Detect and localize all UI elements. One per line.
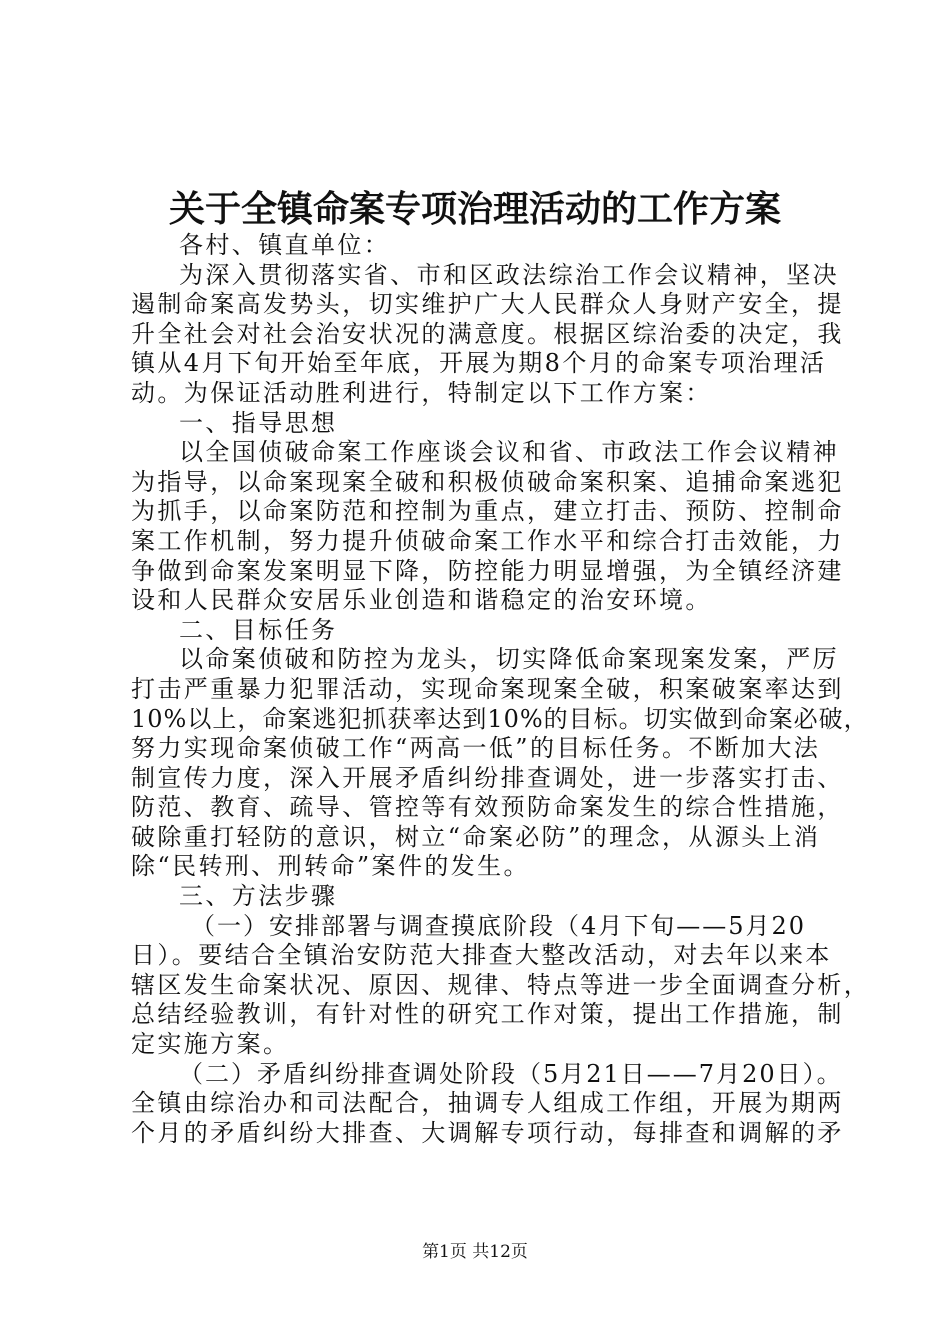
paragraph-line: 破除重打轻防的意识，树立“命案必防”的理念，从源头上消 <box>131 822 821 851</box>
paragraph-line: 升全社会对社会治安状况的满意度。根据区综治委的决定，我 <box>131 319 844 348</box>
paragraph-line: 动。为保证活动胜利进行，特制定以下工作方案： <box>131 378 712 407</box>
paragraph-line: 为指导，以命案现案全破和积极侦破命案积案、追捕命案逃犯 <box>131 467 844 496</box>
salutation-line: 各村、镇直单位： <box>179 231 391 259</box>
paragraph-line: 除“民转刑、刑转命”案件的发生。 <box>131 852 530 881</box>
page-footer: 第1页 共12页 <box>422 1242 528 1262</box>
paragraph-line: 为深入贯彻落实省、市和区政法综治工作会议精神，坚决 <box>179 260 839 289</box>
paragraph-line: 全镇由综治办和司法配合，抽调专人组成工作组，开展为期两 <box>131 1089 844 1118</box>
document-title: 关于全镇命案专项治理活动的工作方案 <box>168 188 781 230</box>
section-heading: 二、目标任务 <box>179 615 338 644</box>
paragraph-line: 打击严重暴力犯罪活动，实现命案现案全破，积案破案率达到 <box>131 674 844 703</box>
paragraph-line: （一）安排部署与调查摸底阶段（4月下旬——5月20 <box>191 911 807 940</box>
paragraph-line: 努力实现命案侦破工作“两高一低”的目标任务。不断加大法 <box>131 734 821 763</box>
paragraph-line: 镇从4月下旬开始至年底，开展为期8个月的命案专项治理活 <box>131 349 827 378</box>
paragraph-line: 案工作机制，努力提升侦破命案工作水平和综合打击效能，力 <box>131 526 844 555</box>
paragraph-line: 日）。要结合全镇治安防范大排查大整改活动，对去年以来本 <box>131 941 832 970</box>
paragraph-line: 设和人民群众安居乐业创造和谐稳定的治安环境。 <box>131 586 712 615</box>
paragraph-line: 总结经验教训，有针对性的研究工作对策，提出工作措施，制 <box>131 1000 844 1029</box>
section-heading: 三、方法步骤 <box>179 882 338 911</box>
document-body <box>131 231 871 1148</box>
paragraph-line: 防范、教育、疏导、管控等有效预防命案发生的综合性措施， <box>131 793 844 822</box>
paragraph-line: 定实施方案。 <box>131 1030 290 1059</box>
paragraph-line: 个月的矛盾纠纷大排查、大调解专项行动，每排查和调解的矛 <box>131 1118 844 1147</box>
paragraph-line: 制宣传力度，深入开展矛盾纠纷排查调处，进一步落实打击、 <box>131 763 844 792</box>
paragraph-line: 10%以上，命案逃犯抓获率达到10%的目标。切实做到命案必破， <box>131 704 869 733</box>
paragraph-line: 为抓手，以命案防范和控制为重点，建立打击、预防、控制命 <box>131 497 844 526</box>
section-heading: 一、指导思想 <box>179 408 338 437</box>
paragraph-line: （二）矛盾纠纷排查调处阶段（5月21日——7月20日）。 <box>179 1059 843 1088</box>
paragraph-line: 争做到命案发案明显下降，防控能力明显增强，为全镇经济建 <box>131 556 844 585</box>
paragraph-line: 以命案侦破和防控为龙头，切实降低命案现案发案，严厉 <box>179 645 839 674</box>
paragraph-line: 遏制命案高发势头，切实维护广大人民群众人身财产安全，提 <box>131 290 844 319</box>
paragraph-line: 以全国侦破命案工作座谈会议和省、市政法工作会议精神 <box>179 438 839 467</box>
paragraph-line: 辖区发生命案状况、原因、规律、特点等进一步全面调查分析， <box>131 970 871 999</box>
